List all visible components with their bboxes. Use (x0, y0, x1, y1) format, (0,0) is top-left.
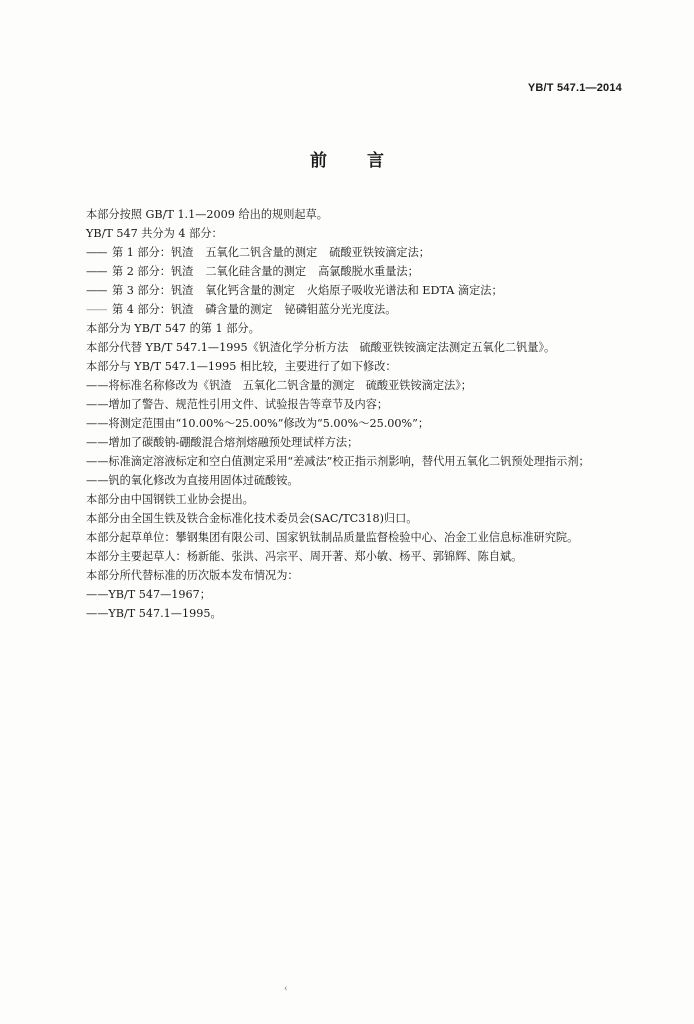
change-list-item: ——钒的氧化修改为直接用固体过硫酸铵。 (86, 474, 299, 487)
proposed-paragraph: 本部分由中国钢铁工业协会提出。 (86, 493, 254, 506)
history-intro-paragraph: 本部分所代替标准的历次版本发布情况为： (86, 569, 299, 582)
part-label: 第 3 部分：钒渣 (112, 284, 194, 297)
part-list-item (60, 243, 628, 262)
dash-marker: —— (86, 265, 107, 278)
part-label: 第 2 部分：钒渣 (112, 265, 194, 278)
intro-paragraph: 本部分按照 GB/T 1.1—2009 给出的规则起草。 (86, 208, 328, 221)
change-list-item: ——增加了警告、规范性引用文件、试验报告等章节及内容； (86, 398, 389, 411)
drafters-paragraph: 本部分主要起草人：杨新能、张洪、冯宗平、周开著、郑小敏、杨平、郭锦辉、陈自斌。 (86, 550, 523, 563)
compare-paragraph: 本部分与 YB/T 547.1—1995 相比较，主要进行了如下修改： (86, 360, 397, 373)
part-subject: 氧化钙含量的测定 (205, 284, 295, 297)
drafting-units-paragraph: 本部分起草单位：攀钢集团有限公司、国家钒钛制品质量监督检验中心、冶金工业信息标准研究院。 (86, 531, 579, 544)
part-subject: 二氧化硅含量的测定 (205, 265, 307, 278)
history-list-item: ——YB/T 547—1967； (86, 588, 211, 601)
part-label: 第 4 部分：钒渣 (112, 303, 194, 316)
footer-mark: ‹ (284, 984, 288, 994)
part-subject: 磷含量的测定 (205, 303, 273, 316)
dash-marker: —— (86, 246, 107, 259)
change-list-item: ——将测定范围由“10.00%～25.00%”修改为“5.00%～25.00%”； (86, 417, 430, 430)
parts-intro-paragraph: YB/T 547 共分为 4 部分： (86, 227, 223, 240)
part-list-item (60, 300, 628, 319)
part-list-item (60, 262, 628, 281)
dash-marker: —— (86, 284, 107, 297)
part-list-item (60, 281, 628, 300)
centralized-paragraph: 本部分由全国生铁及铁合金标准化技术委员会(SAC/TC318)归口。 (86, 512, 418, 525)
foreword-body (60, 205, 628, 623)
dash-marker: —— (86, 303, 107, 316)
this-part-paragraph: 本部分为 YB/T 547 的第 1 部分。 (86, 322, 260, 335)
part-method: 铋磷钼蓝分光光度法。 (284, 303, 397, 316)
part-method: 硫酸亚铁铵滴定法； (329, 246, 430, 259)
part-method: 火焰原子吸收光谱法和 EDTA 滴定法； (306, 284, 503, 297)
standard-code: YB/T 547.1—2014 (527, 82, 622, 94)
part-method: 高氯酸脱水重量法； (318, 265, 419, 278)
replaces-paragraph: 本部分代替 YB/T 547.1—1995《钒渣化学分析方法 硫酸亚铁铵滴定法测定五氧化二钒量》。 (86, 341, 556, 354)
change-list-item: ——标准滴定溶液标定和空白值测定采用“差减法”校正指示剂影响，替代用五氧化二钒预处理指示剂； (86, 455, 590, 468)
change-list-item: ——增加了碳酸钠-硼酸混合熔剂熔融预处理试样方法； (86, 436, 359, 449)
change-list-item: ——将标准名称修改为《钒渣 五氧化二钒含量的测定 硫酸亚铁铵滴定法》； (86, 379, 472, 392)
history-list-item: ——YB/T 547.1—1995。 (86, 607, 222, 620)
part-subject: 五氧化二钒含量的测定 (205, 246, 318, 259)
page-title: 前言 (310, 151, 424, 171)
part-label: 第 1 部分：钒渣 (112, 246, 194, 259)
